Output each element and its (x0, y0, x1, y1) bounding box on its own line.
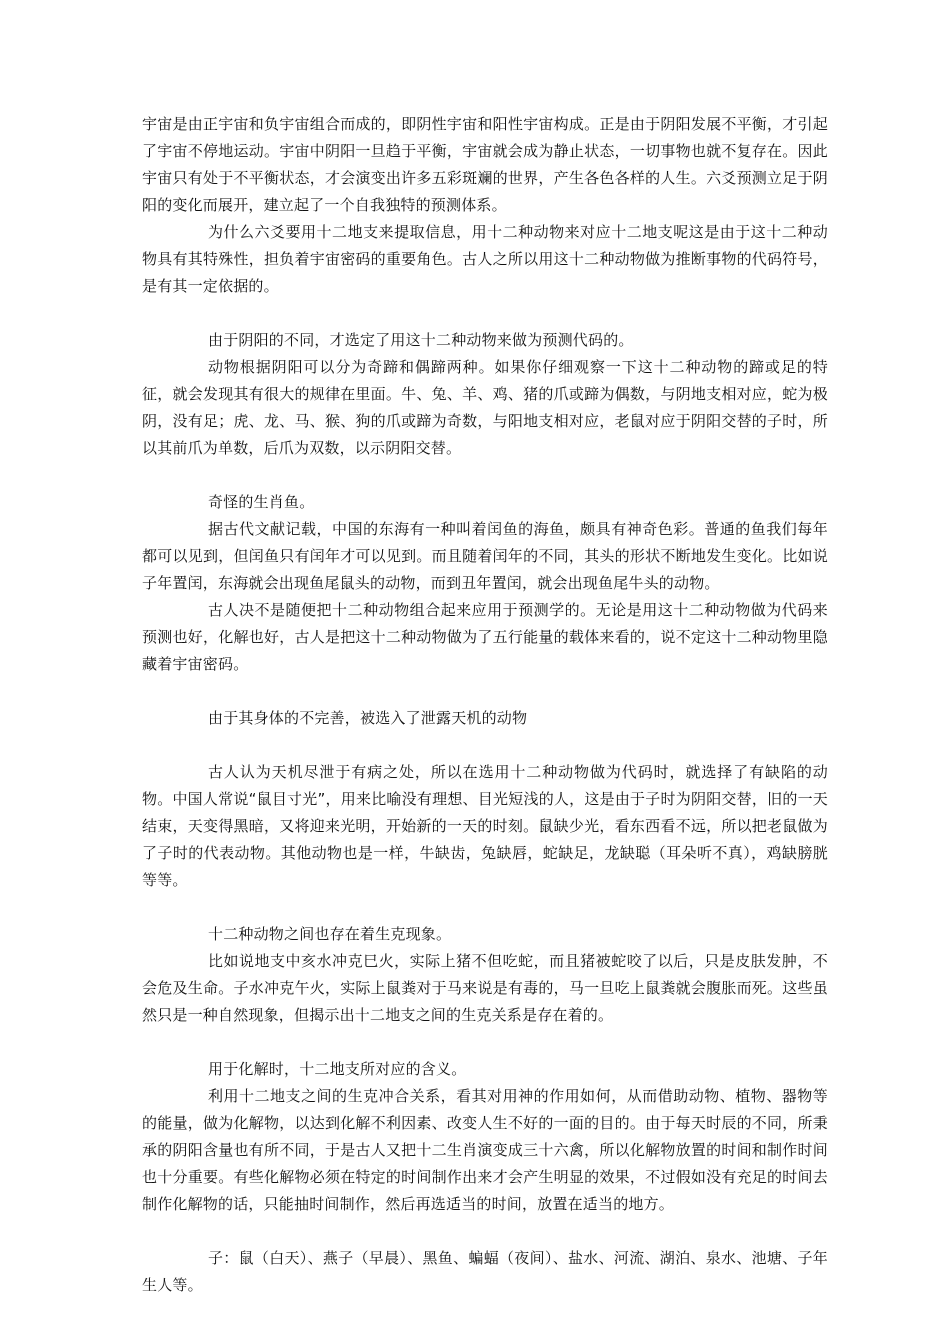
paragraph-why-twelve-branches: 为什么六爻要用十二地支来提取信息，用十二种动物来对应十二地支呢这是由于这十二种动物具有其特殊性，担负着宇宙密码的重要角色。古人之所以用这十二种动物做为推断事物的代码符号，是有其一定依据的。 (142, 223, 828, 295)
heading-resolution-meanings: 用于化解时，十二地支所对应的含义。 (208, 1060, 467, 1078)
paragraph-resolution-objects: 利用十二地支之间的生克冲合关系，看其对用神的作用如何，从而借助动物、植物、器物等的能量，做为化解物，以达到化解不利因素、改变人生不好的一面的目的。由于每天时辰的不同，所秉承的阴阳含量也有所不同，于是古人又把十二生肖演变成三十六禽，所以化解物放置的时间和制作时间也十分重要。有些化解物必须在特定的时间制作出来才会产生明显的效果，不过假如没有充足的时间去制作化解物的话，只能抽时间制作，然后再选适当的时间，放置在适当的地方。 (142, 1087, 828, 1213)
paragraph-zi-correspondences: 子：鼠（白天）、燕子（早晨）、黑鱼、蝙蝠（夜间）、盐水、河流、湖泊、泉水、池塘、子年生人等。 (142, 1249, 828, 1294)
paragraph-odd-even-hooves: 动物根据阴阳可以分为奇蹄和偶蹄两种。如果你仔细观察一下这十二种动物的蹄或足的特征，就会发现其有很大的规律在里面。牛、兔、羊、鸡、猪的爪或蹄为偶数，与阴地支相对应，蛇为极阴，没有足；虎、龙、马、猴、狗的爪或蹄为奇数，与阳地支相对应，老鼠对应于阴阳交替的子时，所以其前爪为单数，后爪为双数，以示阴阳交替。 (142, 358, 828, 457)
heading-yin-yang-difference: 由于阴阳的不同，才选定了用这十二种动物来做为预测代码的。 (208, 331, 634, 349)
heading-mutual-restraint: 十二种动物之间也存在着生克现象。 (208, 925, 452, 943)
heading-imperfect-bodies: 由于其身体的不完善，被选入了泄露天机的动物 (208, 709, 528, 727)
document-body (142, 111, 828, 1299)
paragraph-five-elements-carrier: 古人决不是随便把十二种动物组合起来应用于预测学的。无论是用这十二种动物做为代码来预测也好，化解也好，古人是把这十二种动物做为了五行能量的载体来看的，说不定这十二种动物里隐藏着宇宙密码。 (142, 601, 828, 673)
paragraph-universe-yin-yang: 宇宙是由正宇宙和负宇宙组合而成的，即阴性宇宙和阳性宇宙构成。正是由于阴阳发展不平衡，才引起了宇宙不停地运动。宇宙中阴阳一旦趋于平衡，宇宙就会成为静止状态，一切事物也就不复存在。因此宇宙只有处于不平衡状态，才会演变出许多五彩斑斓的世界，产生各色各样的人生。六爻预测立足于阴阳的变化而展开，建立起了一个自我独特的预测体系。 (142, 115, 828, 214)
paragraph-defective-animals: 古人认为天机尽泄于有病之处，所以在选用十二种动物做为代码时，就选择了有缺陷的动物。中国人常说“鼠目寸光”，用来比喻没有理想、目光短浅的人，这是由于子时为阴阳交替，旧的一天结束，天变得黑暗，又将迎来光明，开始新的一天的时刻。鼠缺少光，看东西看不远，所以把老鼠做为了子时的代表动物。其他动物也是一样，牛缺齿，兔缺唇，蛇缺足，龙缺聪（耳朵听不真），鸡缺膀胱等等。 (142, 763, 828, 889)
heading-zodiac-fish: 奇怪的生肖鱼。 (208, 493, 315, 511)
paragraph-pig-snake-example: 比如说地支中亥水冲克巳火，实际上猪不但吃蛇，而且猪被蛇咬了以后，只是皮肤发肿，不会危及生命。子水冲克午火，实际上鼠粪对于马来说是有毒的，马一旦吃上鼠粪就会腹胀而死。这些虽然只是一种自然现象，但揭示出十二地支之间的生克关系是存在着的。 (142, 952, 828, 1024)
paragraph-leap-fish: 据古代文献记载，中国的东海有一种叫着闰鱼的海鱼，颇具有神奇色彩。普通的鱼我们每年都可以见到，但闰鱼只有闰年才可以见到。而且随着闰年的不同，其头的形状不断地发生变化。比如说子年置闰，东海就会出现鱼尾鼠头的动物，而到丑年置闰，就会出现鱼尾牛头的动物。 (142, 520, 828, 592)
